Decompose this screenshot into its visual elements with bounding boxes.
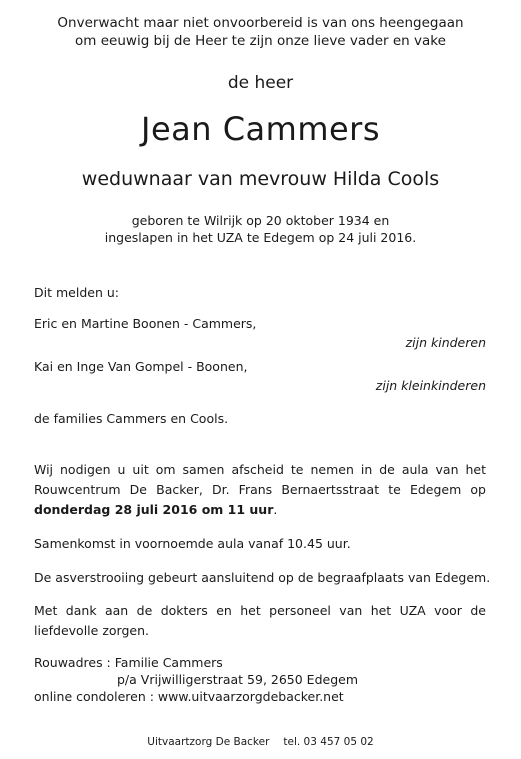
title-prefix: de heer <box>227 73 294 93</box>
invitation-line-2: Rouwcentrum De Backer, Dr. Frans Bernaertsstraat te Edegem op <box>34 482 486 497</box>
address-line-2: p/a Vrijwilligerstraat 59, 2650 Edegem <box>117 672 359 687</box>
dates-line-2: ingeslapen in het UZA te Edegem op 24 juli 2016. <box>104 230 417 245</box>
footer-phone: tel. 03 457 05 02 <box>283 736 374 748</box>
condolence-line: online condoleren : www.uitvaarzorgdebacker.net <box>34 689 344 704</box>
gathering-line: Samenkomst in voornoemde aula vanaf 10.45 uur. <box>34 536 351 551</box>
ceremony-period: . <box>273 502 278 517</box>
address-line-1: Rouwadres : Familie Cammers <box>34 655 223 670</box>
children-role: zijn kinderen <box>405 335 486 350</box>
intro-line-2: om eeuwig bij de Heer te zijn onze lieve vader en vake <box>75 33 446 49</box>
families-line: de families Cammers en Cools. <box>34 411 229 426</box>
thanks-line-1: Met dank aan de dokters en het personeel van het UZA voor de <box>34 603 486 618</box>
widower-line: weduwnaar van mevrouw Hilda Cools <box>81 168 440 190</box>
footer-company: Uitvaartzorg De Backer <box>147 736 270 748</box>
announce-line: Dit melden u: <box>34 285 119 300</box>
ceremony-datetime: donderdag 28 juli 2016 om 11 uur <box>34 502 274 517</box>
invitation-line-1: Wij nodigen u uit om samen afscheid te nemen in de aula van het <box>34 462 486 477</box>
children-names: Eric en Martine Boonen - Cammers, <box>34 316 257 331</box>
deceased-name: Jean Cammers <box>141 110 380 148</box>
thanks-line-2: liefdevolle zorgen. <box>34 623 149 638</box>
invitation-line-3 <box>34 500 277 520</box>
intro-line-1: Onverwacht maar niet onvoorbereid is van ons heengegaan <box>57 15 464 31</box>
grandchildren-role: zijn kleinkinderen <box>375 378 486 393</box>
footer <box>0 736 521 748</box>
grandchildren-names: Kai en Inge Van Gompel - Boonen, <box>34 359 248 374</box>
scattering-line: De asverstrooiing gebeurt aansluitend op de begraafplaats van Edegem. <box>34 570 491 585</box>
dates-line-1: geboren te Wilrijk op 20 oktober 1934 en <box>131 213 390 228</box>
